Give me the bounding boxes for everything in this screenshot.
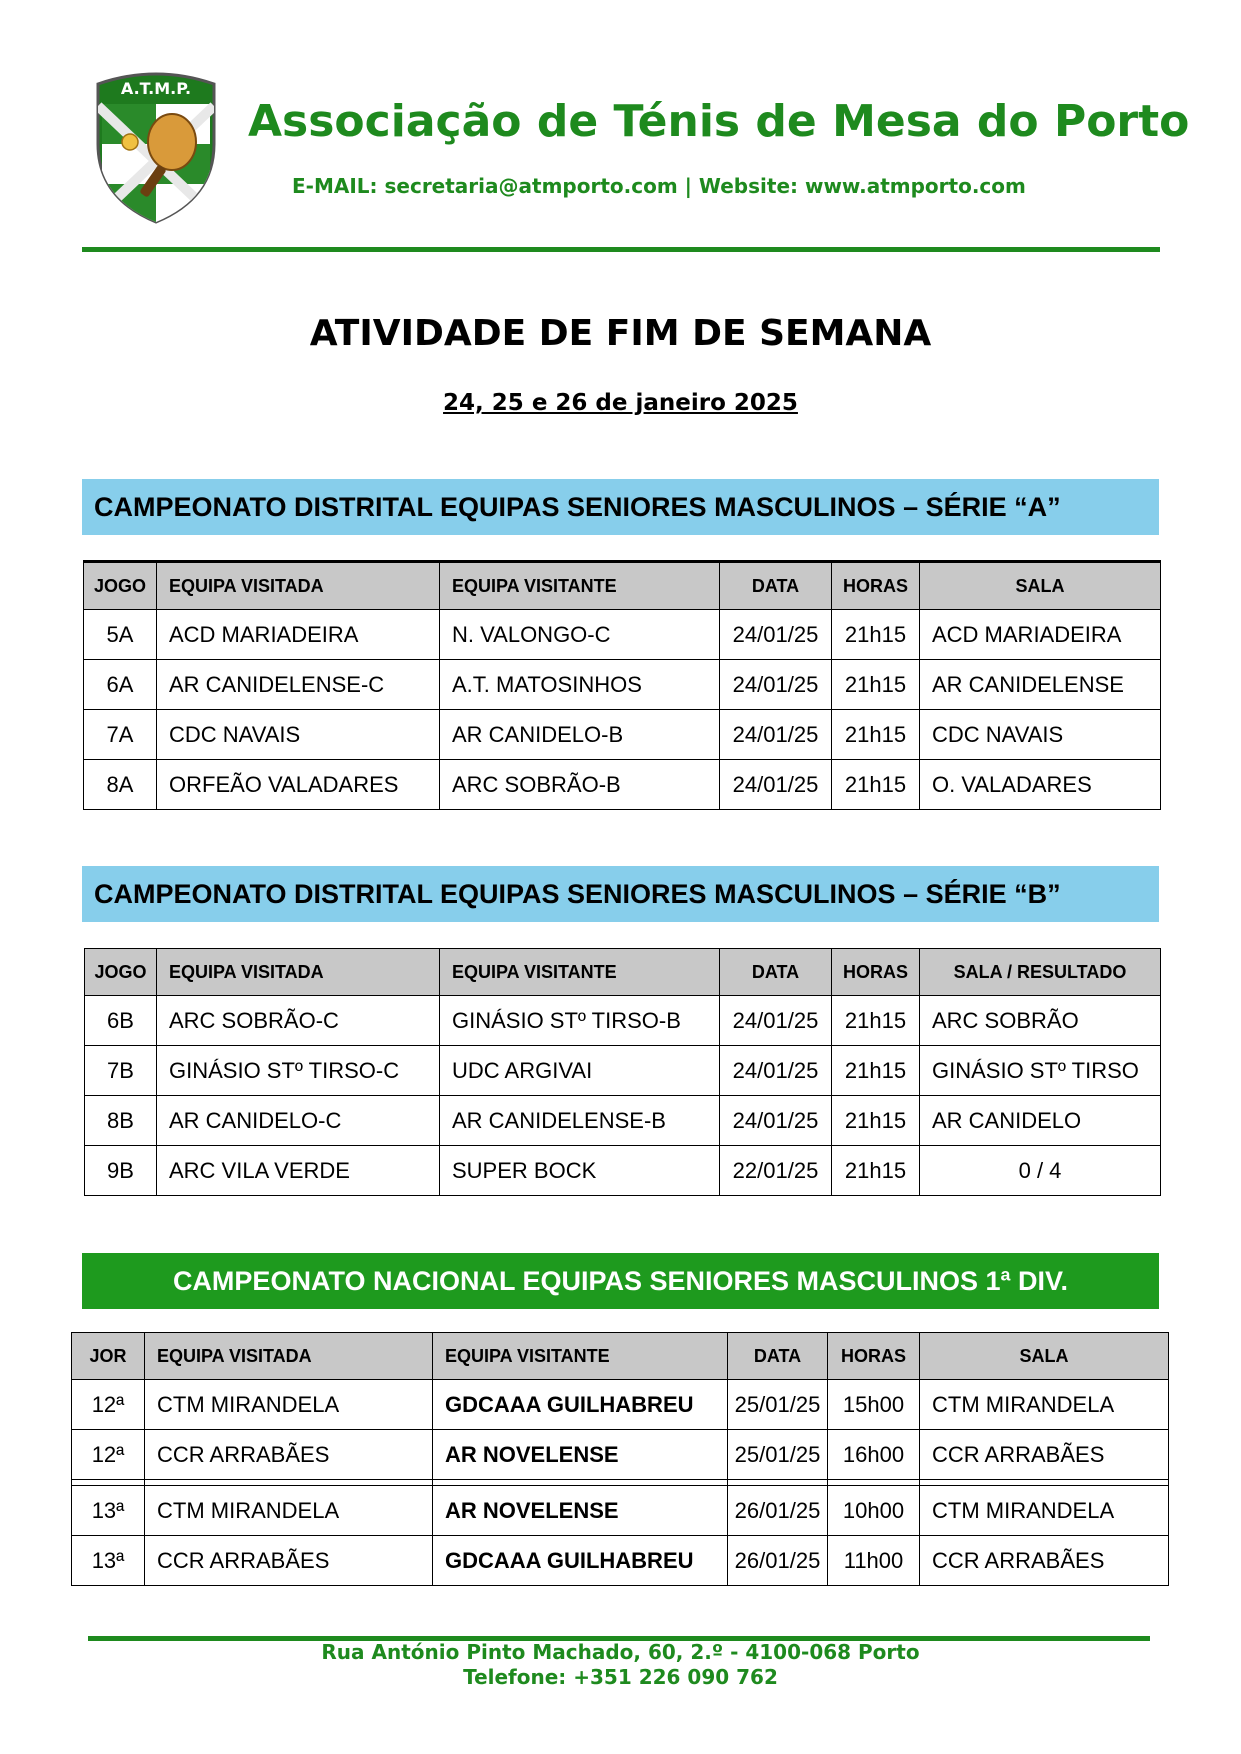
game-cell: 6B bbox=[85, 996, 157, 1046]
col-header: EQUIPA VISITANTE bbox=[440, 562, 720, 610]
round-cell: 12ª bbox=[72, 1430, 145, 1480]
logo-text: A.T.M.P. bbox=[120, 79, 192, 98]
home-team-cell: AR CANIDELENSE-C bbox=[157, 660, 440, 710]
time-cell: 21h15 bbox=[832, 1146, 920, 1196]
away-team-cell: UDC ARGIVAI bbox=[440, 1046, 720, 1096]
footer-phone: Telefone: +351 226 090 762 bbox=[463, 1665, 778, 1689]
table-header-row bbox=[84, 562, 1161, 610]
home-team-cell: AR CANIDELO-C bbox=[157, 1096, 440, 1146]
home-team-cell: CCR ARRABÃES bbox=[145, 1536, 433, 1586]
page-title: ATIVIDADE DE FIM DE SEMANA bbox=[309, 313, 932, 354]
venue-cell: CCR ARRABÃES bbox=[920, 1430, 1169, 1480]
date-cell: 24/01/25 bbox=[720, 1096, 832, 1146]
table-row bbox=[72, 1486, 1169, 1536]
date-cell: 26/01/25 bbox=[728, 1486, 828, 1536]
away-team-cell: GDCAAA GUILHABREU bbox=[433, 1536, 728, 1586]
table-row bbox=[84, 610, 1161, 660]
home-team-cell: CTM MIRANDELA bbox=[145, 1486, 433, 1536]
home-team-cell: CCR ARRABÃES bbox=[145, 1430, 433, 1480]
table-row bbox=[84, 710, 1161, 760]
col-header: EQUIPA VISITADA bbox=[145, 1333, 433, 1380]
round-cell: 13ª bbox=[72, 1486, 145, 1536]
date-cell: 24/01/25 bbox=[720, 610, 832, 660]
away-team-cell: A.T. MATOSINHOS bbox=[440, 660, 720, 710]
time-cell: 10h00 bbox=[828, 1486, 920, 1536]
game-cell: 8B bbox=[85, 1096, 157, 1146]
time-cell: 21h15 bbox=[832, 710, 920, 760]
home-team-cell: CTM MIRANDELA bbox=[145, 1380, 433, 1430]
contact-info: E-MAIL: secretaria@atmporto.com | Website: www.atmporto.com bbox=[292, 174, 1026, 198]
date-cell: 24/01/25 bbox=[720, 710, 832, 760]
section-banner-nacional: CAMPEONATO NACIONAL EQUIPAS SENIORES MASCULINOS 1ª DIV. bbox=[82, 1253, 1159, 1309]
away-team-cell: SUPER BOCK bbox=[440, 1146, 720, 1196]
col-header: HORAS bbox=[828, 1333, 920, 1380]
game-cell: 5A bbox=[84, 610, 157, 660]
round-cell: 13ª bbox=[72, 1536, 145, 1586]
table-row bbox=[85, 1096, 1161, 1146]
date-cell: 24/01/25 bbox=[720, 1046, 832, 1096]
game-cell: 9B bbox=[85, 1146, 157, 1196]
away-team-cell: GDCAAA GUILHABREU bbox=[433, 1380, 728, 1430]
home-team-cell: ARC SOBRÃO-C bbox=[157, 996, 440, 1046]
time-cell: 21h15 bbox=[832, 1046, 920, 1096]
col-header: SALA bbox=[920, 562, 1161, 610]
table-row bbox=[85, 996, 1161, 1046]
venue-cell: CTM MIRANDELA bbox=[920, 1380, 1169, 1430]
date-cell: 25/01/25 bbox=[728, 1380, 828, 1430]
date-cell: 26/01/25 bbox=[728, 1536, 828, 1586]
away-team-cell: GINÁSIO STº TIRSO-B bbox=[440, 996, 720, 1046]
table-header-row bbox=[85, 949, 1161, 996]
away-team-cell: ARC SOBRÃO-B bbox=[440, 760, 720, 810]
col-header: HORAS bbox=[832, 562, 920, 610]
venue-cell: CDC NAVAIS bbox=[920, 710, 1161, 760]
venue-cell: CCR ARRABÃES bbox=[920, 1536, 1169, 1586]
table-row bbox=[72, 1380, 1169, 1430]
time-cell: 21h15 bbox=[832, 996, 920, 1046]
section-banner-serie-a: CAMPEONATO DISTRITAL EQUIPAS SENIORES MASCULINOS – SÉRIE “A” bbox=[82, 479, 1159, 535]
away-team-cell: N. VALONGO-C bbox=[440, 610, 720, 660]
away-team-cell: AR NOVELENSE bbox=[433, 1486, 728, 1536]
organization-name: Associação de Ténis de Mesa do Porto bbox=[248, 96, 1190, 147]
away-team-cell: AR NOVELENSE bbox=[433, 1430, 728, 1480]
home-team-cell: CDC NAVAIS bbox=[157, 710, 440, 760]
result-cell: 0 / 4 bbox=[920, 1146, 1161, 1196]
col-header: JOGO bbox=[85, 949, 157, 996]
time-cell: 21h15 bbox=[832, 610, 920, 660]
col-header: DATA bbox=[720, 562, 832, 610]
home-team-cell: ARC VILA VERDE bbox=[157, 1146, 440, 1196]
venue-cell: ARC SOBRÃO bbox=[920, 996, 1161, 1046]
atmp-logo bbox=[88, 66, 224, 224]
table-row bbox=[72, 1536, 1169, 1586]
col-header: EQUIPA VISITANTE bbox=[433, 1333, 728, 1380]
date-cell: 22/01/25 bbox=[720, 1146, 832, 1196]
table-row bbox=[72, 1430, 1169, 1480]
time-cell: 15h00 bbox=[828, 1380, 920, 1430]
game-cell: 7B bbox=[85, 1046, 157, 1096]
away-team-cell: AR CANIDELO-B bbox=[440, 710, 720, 760]
col-header: EQUIPA VISITADA bbox=[157, 562, 440, 610]
home-team-cell: ORFEÃO VALADARES bbox=[157, 760, 440, 810]
event-date: 24, 25 e 26 de janeiro 2025 bbox=[443, 390, 798, 416]
time-cell: 21h15 bbox=[832, 1096, 920, 1146]
game-cell: 6A bbox=[84, 660, 157, 710]
venue-cell: ACD MARIADEIRA bbox=[920, 610, 1161, 660]
schedule-table-serie-a bbox=[83, 560, 1161, 810]
date-cell: 24/01/25 bbox=[720, 660, 832, 710]
round-cell: 12ª bbox=[72, 1380, 145, 1430]
table-row bbox=[84, 760, 1161, 810]
col-header: SALA / RESULTADO bbox=[920, 949, 1161, 996]
table-row bbox=[84, 660, 1161, 710]
col-header: DATA bbox=[720, 949, 832, 996]
home-team-cell: ACD MARIADEIRA bbox=[157, 610, 440, 660]
venue-cell: AR CANIDELO bbox=[920, 1096, 1161, 1146]
table-row bbox=[85, 1046, 1161, 1096]
venue-cell: GINÁSIO STº TIRSO bbox=[920, 1046, 1161, 1096]
venue-cell: CTM MIRANDELA bbox=[920, 1486, 1169, 1536]
col-header: DATA bbox=[728, 1333, 828, 1380]
date-cell: 25/01/25 bbox=[728, 1430, 828, 1480]
date-cell: 24/01/25 bbox=[720, 760, 832, 810]
time-cell: 21h15 bbox=[832, 660, 920, 710]
away-team-cell: AR CANIDELENSE-B bbox=[440, 1096, 720, 1146]
date-cell: 24/01/25 bbox=[720, 996, 832, 1046]
time-cell: 11h00 bbox=[828, 1536, 920, 1586]
time-cell: 16h00 bbox=[828, 1430, 920, 1480]
table-header-row bbox=[72, 1333, 1169, 1380]
header-divider bbox=[82, 247, 1160, 252]
section-banner-serie-b: CAMPEONATO DISTRITAL EQUIPAS SENIORES MASCULINOS – SÉRIE “B” bbox=[82, 866, 1159, 922]
home-team-cell: GINÁSIO STº TIRSO-C bbox=[157, 1046, 440, 1096]
footer-address: Rua António Pinto Machado, 60, 2.º - 4100-068 Porto bbox=[321, 1640, 920, 1664]
col-header: SALA bbox=[920, 1333, 1169, 1380]
col-header: JOGO bbox=[84, 562, 157, 610]
schedule-table-nacional bbox=[71, 1332, 1169, 1586]
col-header: JOR bbox=[72, 1333, 145, 1380]
col-header: EQUIPA VISITADA bbox=[157, 949, 440, 996]
game-cell: 8A bbox=[84, 760, 157, 810]
col-header: HORAS bbox=[832, 949, 920, 996]
schedule-table-serie-b bbox=[84, 948, 1161, 1196]
game-cell: 7A bbox=[84, 710, 157, 760]
table-row bbox=[85, 1146, 1161, 1196]
time-cell: 21h15 bbox=[832, 760, 920, 810]
col-header: EQUIPA VISITANTE bbox=[440, 949, 720, 996]
venue-cell: O. VALADARES bbox=[920, 760, 1161, 810]
venue-cell: AR CANIDELENSE bbox=[920, 660, 1161, 710]
